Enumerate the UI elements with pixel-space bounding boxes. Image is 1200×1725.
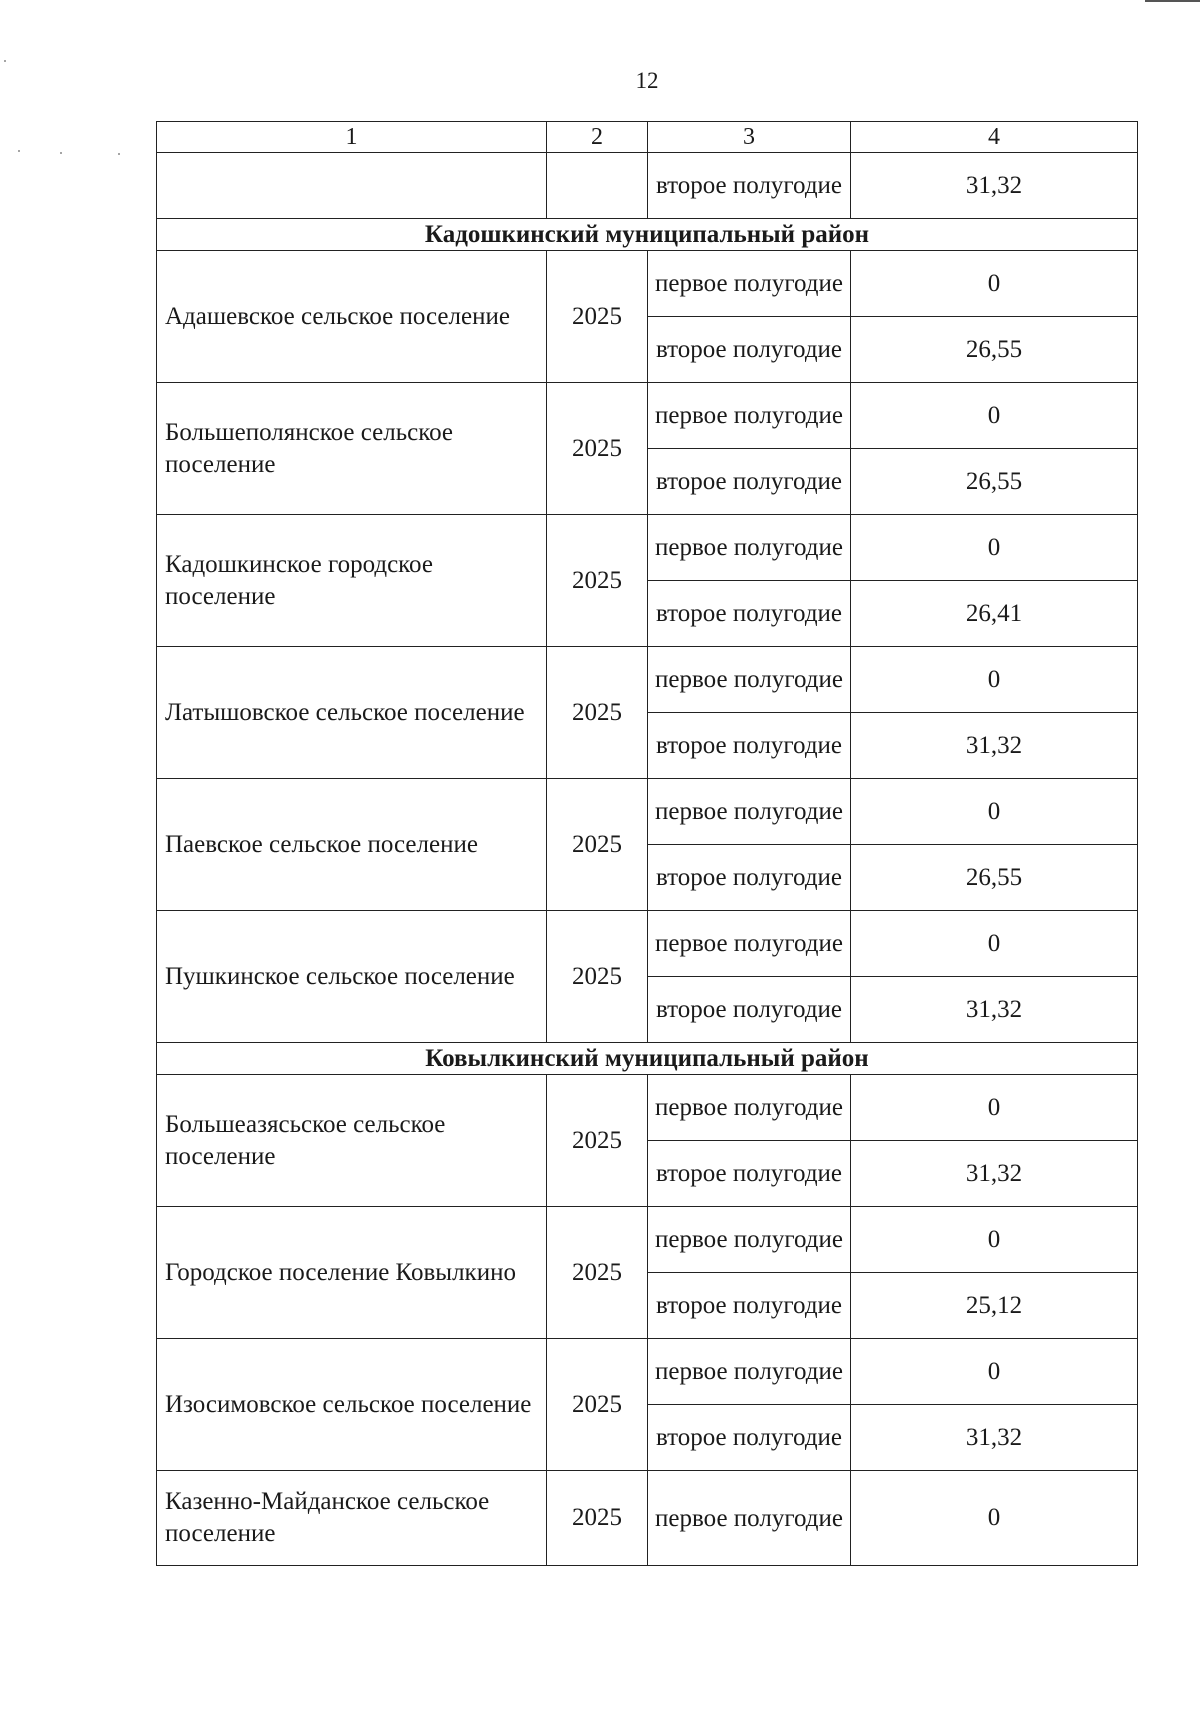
period-cell: второе полугодие <box>648 1405 851 1471</box>
value-cell: 31,32 <box>851 977 1138 1043</box>
empty-cell <box>157 153 547 219</box>
scan-edge-line <box>1145 0 1200 2</box>
table-row <box>157 779 1138 845</box>
table-row <box>157 153 1138 219</box>
settlement-name: Латышовское сельское поселение <box>157 647 547 779</box>
year-cell: 2025 <box>547 251 648 383</box>
period-cell: первое полугодие <box>648 515 851 581</box>
header-row <box>157 122 1138 153</box>
settlement-name: Казенно-Майданское сельское поселение <box>157 1471 547 1566</box>
scan-speck <box>18 150 20 152</box>
period-cell: второе полугодие <box>648 1141 851 1207</box>
period-cell: первое полугодие <box>648 647 851 713</box>
settlement-name: Адашевское сельское поселение <box>157 251 547 383</box>
value-cell: 31,32 <box>851 713 1138 779</box>
table-row <box>157 1339 1138 1405</box>
year-cell: 2025 <box>547 1339 648 1471</box>
value-cell: 0 <box>851 251 1138 317</box>
section-title: Ковылкинский муниципальный район <box>157 1043 1138 1075</box>
period-cell: второе полугодие <box>648 153 851 219</box>
settlement-name: Паевское сельское поселение <box>157 779 547 911</box>
data-table <box>156 121 1138 1566</box>
period-cell: второе полугодие <box>648 977 851 1043</box>
period-cell: первое полугодие <box>648 1471 851 1566</box>
scan-speck <box>60 152 62 154</box>
empty-cell <box>547 153 648 219</box>
section-title: Кадошкинский муниципальный район <box>157 219 1138 251</box>
year-cell: 2025 <box>547 1075 648 1207</box>
section-row <box>157 1043 1138 1075</box>
column-header: 4 <box>851 122 1138 153</box>
value-cell: 26,55 <box>851 845 1138 911</box>
table-row <box>157 647 1138 713</box>
value-cell: 0 <box>851 647 1138 713</box>
period-cell: первое полугодие <box>648 1339 851 1405</box>
year-cell: 2025 <box>547 383 648 515</box>
settlement-name: Городское поселение Ковылкино <box>157 1207 547 1339</box>
value-cell: 0 <box>851 779 1138 845</box>
page-number: 12 <box>635 68 659 93</box>
column-header: 1 <box>157 122 547 153</box>
value-cell: 0 <box>851 383 1138 449</box>
value-cell: 0 <box>851 1339 1138 1405</box>
period-cell: первое полугодие <box>648 911 851 977</box>
year-cell: 2025 <box>547 1207 648 1339</box>
value-cell: 26,55 <box>851 449 1138 515</box>
value-cell: 26,41 <box>851 581 1138 647</box>
settlement-name: Большеазясьское сельское поселение <box>157 1075 547 1207</box>
table-row <box>157 911 1138 977</box>
period-cell: первое полугодие <box>648 383 851 449</box>
settlement-name: Большеполянское сельское поселение <box>157 383 547 515</box>
value-cell: 31,32 <box>851 1405 1138 1471</box>
value-cell: 26,55 <box>851 317 1138 383</box>
value-cell: 31,32 <box>851 153 1138 219</box>
value-cell: 25,12 <box>851 1273 1138 1339</box>
period-cell: второе полугодие <box>648 581 851 647</box>
table-row <box>157 251 1138 317</box>
settlement-name: Изосимовское сельское поселение <box>157 1339 547 1471</box>
year-cell: 2025 <box>547 911 648 1043</box>
value-cell: 0 <box>851 1075 1138 1141</box>
value-cell: 0 <box>851 515 1138 581</box>
table-row <box>157 1471 1138 1566</box>
value-cell: 0 <box>851 1207 1138 1273</box>
year-cell: 2025 <box>547 1471 648 1566</box>
period-cell: второе полугодие <box>648 845 851 911</box>
period-cell: первое полугодие <box>648 1207 851 1273</box>
value-cell: 0 <box>851 1471 1138 1566</box>
column-header: 2 <box>547 122 648 153</box>
value-cell: 0 <box>851 911 1138 977</box>
scan-speck <box>118 153 120 155</box>
period-cell: второе полугодие <box>648 449 851 515</box>
table-row <box>157 515 1138 581</box>
settlement-name: Кадошкинское городское поселение <box>157 515 547 647</box>
period-cell: первое полугодие <box>648 1075 851 1141</box>
table-row <box>157 1207 1138 1273</box>
period-cell: второе полугодие <box>648 713 851 779</box>
settlement-name: Пушкинское сельское поселение <box>157 911 547 1043</box>
value-cell: 31,32 <box>851 1141 1138 1207</box>
period-cell: первое полугодие <box>648 779 851 845</box>
table-row <box>157 1075 1138 1141</box>
year-cell: 2025 <box>547 515 648 647</box>
column-header: 3 <box>648 122 851 153</box>
section-row <box>157 219 1138 251</box>
scan-speck <box>4 60 6 62</box>
year-cell: 2025 <box>547 647 648 779</box>
period-cell: второе полугодие <box>648 1273 851 1339</box>
table-row <box>157 383 1138 449</box>
year-cell: 2025 <box>547 779 648 911</box>
period-cell: второе полугодие <box>648 317 851 383</box>
period-cell: первое полугодие <box>648 251 851 317</box>
